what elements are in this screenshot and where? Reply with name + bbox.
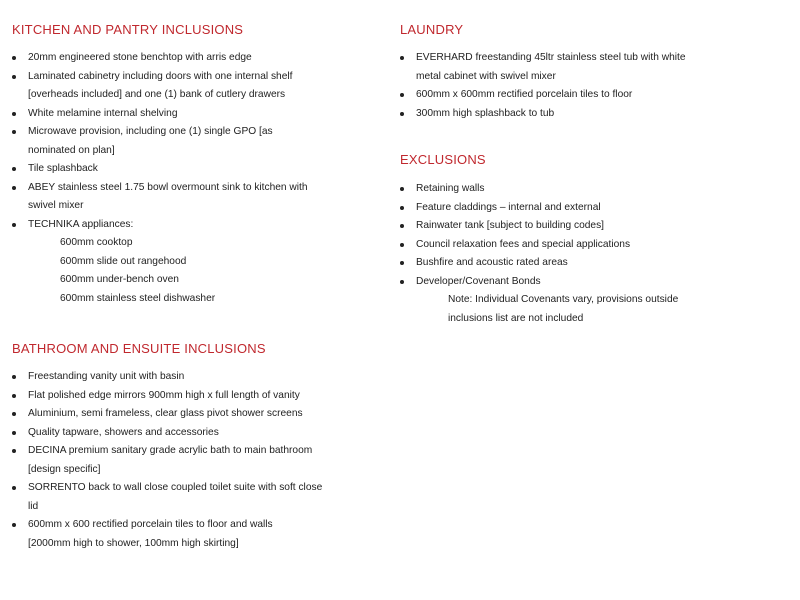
item-text-continued: metal cabinet with swivel mixer xyxy=(416,70,556,82)
list-item xyxy=(0,387,380,406)
list-item xyxy=(388,86,788,105)
bullet-icon xyxy=(12,75,16,79)
exclusions-note-continued: inclusions list are not included xyxy=(448,312,584,324)
list-item xyxy=(388,273,788,329)
bullet-icon xyxy=(12,223,16,227)
bullet-icon xyxy=(400,261,404,265)
bullet-icon xyxy=(400,112,404,116)
list-item xyxy=(0,160,380,179)
list-item xyxy=(388,180,788,199)
list-item xyxy=(0,49,380,68)
item-text: Bushfire and acoustic rated areas xyxy=(416,257,568,268)
item-text: EVERHARD freestanding 45ltr stainless steel tub with white xyxy=(416,52,686,63)
item-text-continued: lid xyxy=(28,500,39,512)
bullet-icon xyxy=(400,206,404,210)
kitchen-list xyxy=(0,49,380,308)
list-item xyxy=(388,199,788,218)
list-item xyxy=(0,479,380,516)
bullet-icon xyxy=(400,93,404,97)
appliance-item: 600mm slide out rangehood xyxy=(60,255,187,267)
appliance-item: 600mm cooktop xyxy=(60,237,133,248)
item-text-continued: [overheads included] and one (1) bank of cutlery drawers xyxy=(28,89,286,100)
laundry-list xyxy=(388,49,788,123)
laundry-heading: LAUNDRY xyxy=(400,22,464,37)
bullet-icon xyxy=(400,56,404,60)
item-text: TECHNIKA appliances: xyxy=(28,218,134,230)
item-text: Microwave provision, including one (1) single GPO [as xyxy=(28,126,273,137)
bullet-icon xyxy=(12,56,16,60)
list-item xyxy=(388,254,788,273)
list-item xyxy=(0,68,380,105)
item-text: Rainwater tank [subject to building codes] xyxy=(416,220,605,231)
exclusions-heading: EXCLUSIONS xyxy=(400,152,486,167)
bullet-icon xyxy=(400,187,404,191)
item-text: Feature claddings – internal and external xyxy=(416,201,601,213)
list-item xyxy=(388,236,788,255)
item-text: Laminated cabinetry including doors with one internal shelf xyxy=(28,70,293,82)
kitchen-heading: KITCHEN AND PANTRY INCLUSIONS xyxy=(12,22,244,37)
item-text: Developer/Covenant Bonds xyxy=(416,275,541,287)
item-text: Retaining walls xyxy=(416,183,485,194)
item-text: Tile splashback xyxy=(28,163,98,174)
list-item xyxy=(0,123,380,160)
bullet-icon xyxy=(12,431,16,435)
exclusions-note: Note: Individual Covenants vary, provisions outside xyxy=(448,294,679,305)
item-text: DECINA premium sanitary grade acrylic bath to main bathroom xyxy=(28,445,313,456)
bullet-icon xyxy=(400,280,404,284)
list-item xyxy=(0,405,380,424)
item-text: Quality tapware, showers and accessories xyxy=(28,426,219,438)
list-item xyxy=(0,424,380,443)
exclusions-list xyxy=(388,180,788,328)
item-text: White melamine internal shelving xyxy=(28,107,178,119)
item-text: 600mm x 600 rectified porcelain tiles to floor and walls xyxy=(28,519,273,530)
bathroom-list xyxy=(0,368,380,553)
appliance-item: 600mm stainless steel dishwasher xyxy=(60,292,216,304)
list-item xyxy=(388,105,788,124)
list-item xyxy=(388,217,788,236)
item-text: ABEY stainless steel 1.75 bowl overmount sink to kitchen with xyxy=(28,181,308,193)
bullet-icon xyxy=(12,112,16,116)
list-item xyxy=(0,442,380,479)
item-text-continued: [design specific] xyxy=(28,463,101,475)
item-text-continued: nominated on plan] xyxy=(28,144,115,156)
bullet-icon xyxy=(12,186,16,190)
bullet-icon xyxy=(12,412,16,416)
item-text: Flat polished edge mirrors 900mm high x full length of vanity xyxy=(28,389,300,401)
list-item xyxy=(0,368,380,387)
list-item xyxy=(0,516,380,553)
bullet-icon xyxy=(400,243,404,247)
item-text: Freestanding vanity unit with basin xyxy=(28,371,185,382)
appliance-item: 600mm under-bench oven xyxy=(60,274,179,285)
bullet-icon xyxy=(12,449,16,453)
bullet-icon xyxy=(400,224,404,228)
item-text: 20mm engineered stone benchtop with arris edge xyxy=(28,52,252,63)
list-item xyxy=(388,49,788,86)
item-text: Aluminium, semi frameless, clear glass pivot shower screens xyxy=(28,408,303,419)
item-text-continued: [2000mm high to shower, 100mm high skirting] xyxy=(28,537,239,549)
item-text: SORRENTO back to wall close coupled toilet suite with soft close xyxy=(28,482,323,493)
list-item xyxy=(0,216,380,309)
item-text: Council relaxation fees and special applications xyxy=(416,238,631,250)
bullet-icon xyxy=(12,394,16,398)
bathroom-heading: BATHROOM AND ENSUITE INCLUSIONS xyxy=(12,341,266,356)
item-text-continued: swivel mixer xyxy=(28,200,84,211)
bullet-icon xyxy=(12,486,16,490)
list-item xyxy=(0,105,380,124)
list-item xyxy=(0,179,380,216)
item-text: 300mm high splashback to tub xyxy=(416,107,555,119)
bullet-icon xyxy=(12,375,16,379)
bullet-icon xyxy=(12,130,16,134)
bullet-icon xyxy=(12,523,16,527)
item-text: 600mm x 600mm rectified porcelain tiles to floor xyxy=(416,89,633,100)
bullet-icon xyxy=(12,167,16,171)
